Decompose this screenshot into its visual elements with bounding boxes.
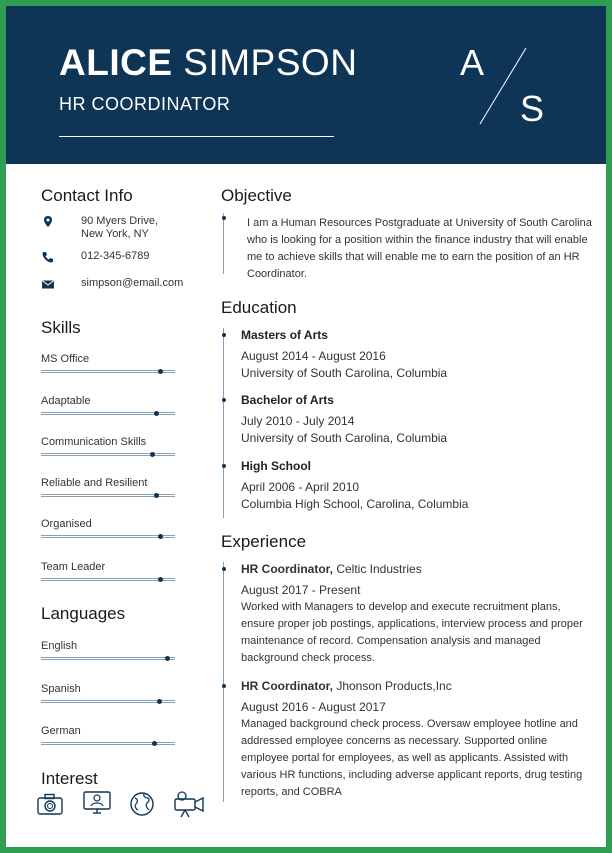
language-level-bar [41,700,175,703]
phone-text: 012-345-6789 [81,250,150,262]
skill-level-marker [154,493,159,498]
skill-label: Organised [41,518,92,530]
email-text[interactable]: simpson@email.com [81,277,184,289]
first-name: ALICE [59,42,173,83]
school-name: University of South Carolina, Columbia [241,366,448,380]
skill-item [41,395,175,407]
degree-title: Bachelor of Arts [241,393,334,407]
monogram-first: A [460,42,485,83]
skill-label: Team Leader [41,561,106,573]
contact-heading: Contact Info [41,186,133,205]
skill-level-bar [41,535,175,538]
language-item [41,640,175,652]
skill-label: Reliable and Resilient [41,477,148,489]
skill-level-marker [158,577,163,582]
title-divider [59,136,334,137]
degree-dates: April 2006 - April 2010 [241,480,360,494]
experience-timeline [223,562,224,802]
resume-header [6,6,606,164]
address-line-1: 90 Myers Drive, [81,215,159,227]
address-row [41,215,211,243]
skill-item [41,561,175,573]
degree-title: Masters of Arts [241,328,328,342]
phone-row [41,250,211,264]
job-role: HR Coordinator, [241,679,333,693]
degree-dates: August 2014 - August 2016 [241,349,386,363]
skill-label: Communication Skills [41,436,147,448]
full-name [59,42,357,84]
education-dot [222,333,226,337]
objective-text: I am a Human Resources Postgraduate at University of South Carolina who is looking for a position within the finance industry that will enable me to achieve skills that will enable me to earn the position of an HR Coordinator. [247,217,592,280]
email-row [41,277,211,291]
language-label: Spanish [41,683,81,695]
address-line-2: New York, NY [81,228,149,240]
address-text [81,215,158,241]
last-name: SIMPSON [183,42,358,83]
education-heading: Education [221,298,297,317]
skill-item [41,436,175,448]
language-label: English [41,640,78,652]
school-name: Columbia High School, Carolina, Columbia [241,497,469,511]
skill-level-marker [158,534,163,539]
experience-dot [222,567,226,571]
education-dot [222,398,226,402]
skill-level-marker [154,411,159,416]
job-heading [241,562,422,576]
job-dates: August 2017 - Present [241,583,361,597]
education-dot [222,464,226,468]
skill-level-bar [41,453,175,456]
job-dates: August 2016 - August 2017 [241,700,386,714]
skill-level-marker [150,452,155,457]
skill-level-bar [41,494,175,497]
objective-heading: Objective [221,186,292,205]
experience-dot [222,684,226,688]
degree-title: High School [241,459,311,473]
school-name: University of South Carolina, Columbia [241,431,448,445]
language-level-marker [165,656,170,661]
camera-icon [36,792,64,816]
location-pin-icon [41,215,55,229]
objective-timeline [223,213,224,274]
language-level-marker [157,699,162,704]
job-company: Jhonson Products,Inc [333,679,452,693]
skill-item [41,353,175,365]
job-description: Managed background check process. Oversaw employee hotline and addressed employee concerns as necessary. Supported online employee portal for employees, as well as applicants. Assisted with various HR functions, including adverse applicant reports, drug testing reports, and COBRA [241,718,583,798]
skill-level-bar [41,578,175,581]
languages-heading: Languages [41,604,126,623]
education-timeline [223,328,224,518]
job-description: Worked with Managers to develop and execute recruitment plans, ensure proper job postings, applications, interview process and proper maintenance of record. Compensation analysis and managed background check process. [241,601,583,664]
skill-level-bar [41,370,175,373]
objective-dot [222,216,226,220]
skill-label: MS Office [41,353,90,365]
experience-heading: Experience [221,532,307,551]
envelope-icon [41,277,55,291]
job-company: Celtic Industries [333,562,422,576]
language-level-bar [41,742,175,745]
skill-level-bar [41,412,175,415]
monogram-second: S [520,88,545,129]
computer-user-icon [82,790,112,816]
skill-item [41,477,175,489]
degree-dates: July 2010 - July 2014 [241,414,355,428]
language-label: German [41,725,81,737]
skill-level-marker [158,369,163,374]
interest-heading: Interest [41,769,98,788]
language-item [41,683,175,695]
job-heading [241,679,452,693]
job-title: HR COORDINATOR [59,94,231,114]
phone-icon [41,250,55,264]
skill-label: Adaptable [41,395,91,407]
job-role: HR Coordinator, [241,562,333,576]
language-level-bar [41,657,175,660]
video-camera-icon [172,790,206,818]
skills-heading: Skills [41,318,81,337]
skill-item [41,518,175,530]
language-level-marker [152,741,157,746]
language-item [41,725,175,737]
globe-icon [129,791,155,817]
